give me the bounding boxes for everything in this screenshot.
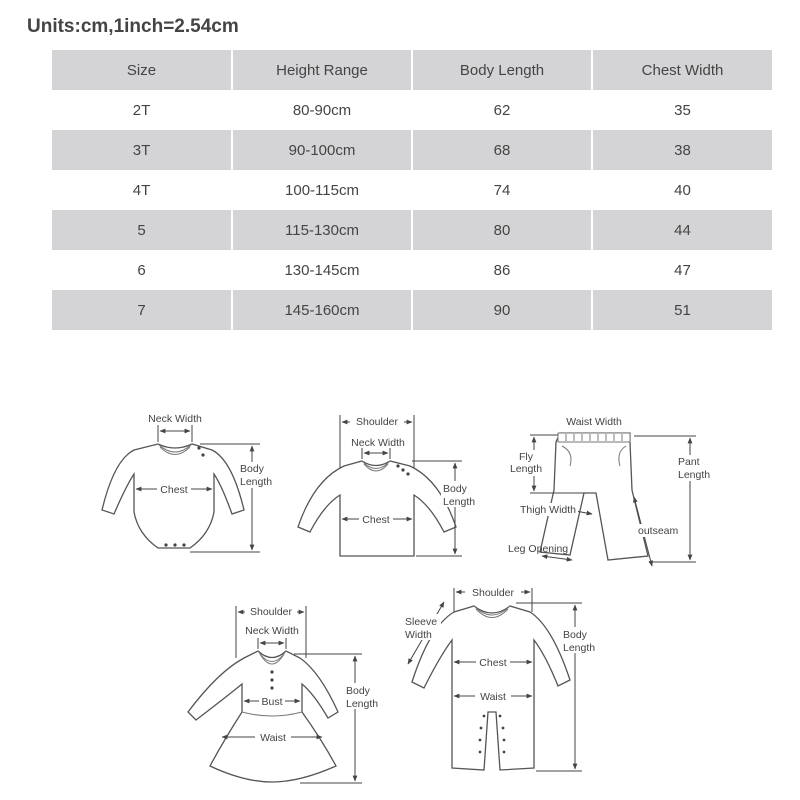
label-body-length-line2: Length — [443, 496, 476, 508]
cell-chest-width: 40 — [592, 170, 772, 210]
label-body-length-line2: Length — [563, 642, 596, 654]
label-body-length-line2: Length — [346, 698, 379, 710]
label-sleeve-width-line2: Width — [405, 629, 432, 641]
label-body-length-line2: Length — [240, 476, 273, 488]
label-body-length-line1: Body — [563, 629, 587, 641]
label-body-length-line1: Body — [240, 463, 264, 475]
cell-height-range: 145-160cm — [232, 290, 412, 330]
cell-body-length: 90 — [412, 290, 592, 330]
label-chest: Chest — [160, 484, 188, 496]
cell-height-range: 80-90cm — [232, 90, 412, 130]
header-body-length: Body Length — [412, 50, 592, 90]
table-header-row — [52, 50, 772, 90]
cell-body-length: 68 — [412, 130, 592, 170]
label-fly-length-line1: Fly — [519, 451, 533, 463]
cell-chest-width: 47 — [592, 250, 772, 290]
cell-height-range: 100-115cm — [232, 170, 412, 210]
label-outseam: outseam — [638, 525, 679, 537]
cell-height-range: 130-145cm — [232, 250, 412, 290]
label-pant-length-line2: Length — [678, 469, 711, 481]
cell-size: 3T — [132, 141, 151, 159]
label-body-length-line1: Body — [443, 483, 467, 495]
top-outline — [298, 461, 456, 556]
measurement-diagrams — [0, 390, 800, 800]
label-body-length-line1: Body — [346, 685, 370, 697]
romper-diagram — [403, 585, 601, 771]
cell-height-range: 115-130cm — [232, 210, 412, 250]
units-note: Units:cm,1inch=2.54cm — [27, 16, 239, 37]
cell-height-range: 90-100cm — [232, 130, 412, 170]
label-thigh-width: Thigh Width — [519, 504, 577, 516]
cell-size: 7 — [137, 301, 146, 319]
cell-body-length: 86 — [412, 250, 592, 290]
label-chest: Chest — [479, 657, 507, 669]
bodysuit-diagram — [102, 413, 278, 552]
label-fly-length-line2: Length — [509, 463, 543, 475]
cell-size: 6 — [137, 261, 146, 279]
label-shoulder: Shoulder — [355, 416, 399, 428]
label-neck-width: Neck Width — [245, 625, 299, 637]
label-bust: Bust — [261, 696, 283, 708]
cell-body-length: 74 — [412, 170, 592, 210]
header-chest-width: Chest Width — [592, 50, 772, 90]
label-neck-width: Neck Width — [351, 437, 405, 449]
top-diagram — [298, 414, 481, 556]
pants-diagram — [506, 415, 720, 566]
label-waist: Waist — [480, 691, 506, 703]
label-chest: Chest — [362, 514, 390, 526]
label-shoulder: Shoulder — [471, 587, 515, 599]
label-pant-length-line1: Pant — [678, 456, 700, 468]
cell-size: 4T — [132, 181, 151, 199]
table-row — [52, 170, 772, 210]
cell-chest-width: 35 — [592, 90, 772, 130]
label-waist: Waist — [260, 732, 286, 744]
cell-chest-width: 44 — [592, 210, 772, 250]
label-neck-width: Neck Width — [148, 413, 202, 425]
cell-chest-width: 38 — [592, 130, 772, 170]
header-height-range: Height Range — [232, 50, 412, 90]
table-row — [52, 290, 772, 330]
header-size: Size — [126, 61, 157, 79]
pants-outline — [540, 433, 648, 560]
label-shoulder: Shoulder — [249, 606, 293, 618]
table-row — [52, 90, 772, 130]
label-sleeve-width-line1: Sleeve — [405, 616, 438, 628]
table-row — [52, 250, 772, 290]
table-row — [52, 210, 772, 250]
label-waist-width: Waist Width — [566, 416, 622, 428]
cell-chest-width: 51 — [592, 290, 772, 330]
table-row — [52, 130, 772, 170]
dress-diagram — [188, 604, 384, 783]
cell-body-length: 62 — [412, 90, 592, 130]
cell-body-length: 80 — [412, 210, 592, 250]
size-chart-table — [52, 50, 772, 330]
label-leg-opening: Leg Opening — [508, 543, 569, 555]
dress-outline — [188, 651, 338, 782]
bodysuit-outline — [102, 444, 244, 548]
cell-size: 5 — [137, 221, 146, 239]
cell-size: 2T — [132, 101, 151, 119]
